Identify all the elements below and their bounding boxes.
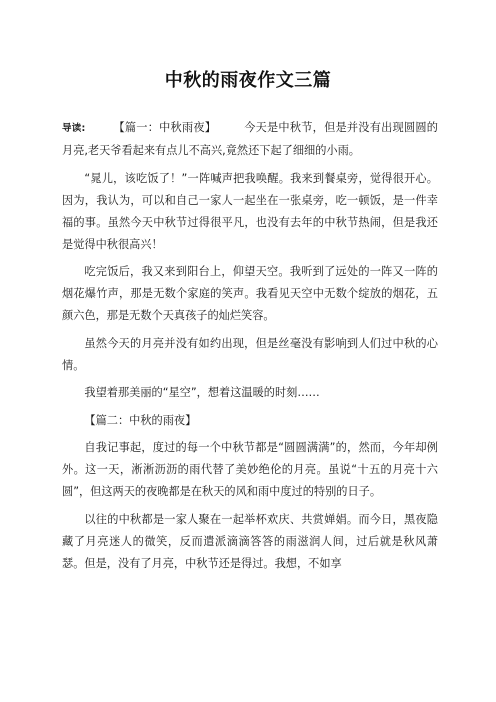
body-paragraph: 以往的中秋都是一家人聚在一起举杯欢庆、共赏婵娟。而今日，黑夜隐藏了月亮迷人的微笑，反而遣派滴滴答答的雨滋润人间，过后就是秋风萧瑟。但是，没有了月亮，中秋节还是得过。我想，不如享 xyxy=(62,512,438,570)
body-paragraph: 自我记事起，度过的每一个中秋节都是“圆圆满满”的，然而，今年却例外。这一天，淅淅沥沥的雨代替了美妙绝伦的月亮。虽说“十五的月亮十六圆”，但这两天的夜晚都是在秋天的风和雨中度过的特别的日子。 xyxy=(62,441,438,498)
intro-paragraph xyxy=(62,117,438,162)
body-paragraph: 虽然今天的月亮并没有如约出现，但是丝毫没有影响到人们过中秋的心情。 xyxy=(62,336,438,372)
body-paragraph: 我望着那美丽的“星空”，想着这温暖的时刻…… xyxy=(84,386,320,399)
document-body xyxy=(62,117,438,580)
body-paragraph: 吃完饭后，我又来到阳台上，仰望天空。我听到了远处的一阵又一阵的烟花爆竹声，那是无数个家庭的笑声。我看见天空中无数个绽放的烟花，五颜六色，那是无数个天真孩子的灿烂笑容。 xyxy=(62,265,438,322)
document-title: 中秋的雨夜作文三篇 xyxy=(164,70,332,91)
intro-label: 导读: xyxy=(62,123,86,134)
intro-text: 今天是中秋节，但是并没有出现圆圆的月亮,老天爷看起来有点儿不高兴,竟然还下起了细细的小雨。 xyxy=(62,121,438,157)
intro-section-heading: 【篇一：中秋雨夜】 xyxy=(113,121,217,134)
section-heading: 【篇二：中秋的雨夜】 xyxy=(84,413,197,427)
body-paragraph: “晁儿，该吃饭了！”一阵喊声把我唤醒。我来到餐桌旁，觉得很开心。因为，我认为，可以和自己一家人一起坐在一张桌旁，吃一顿饭，是一件幸福的事。虽然今天中秋节过得很平凡，也没有去年的中秋节热闹，但是我还是觉得中秋很高兴！ xyxy=(62,171,438,251)
